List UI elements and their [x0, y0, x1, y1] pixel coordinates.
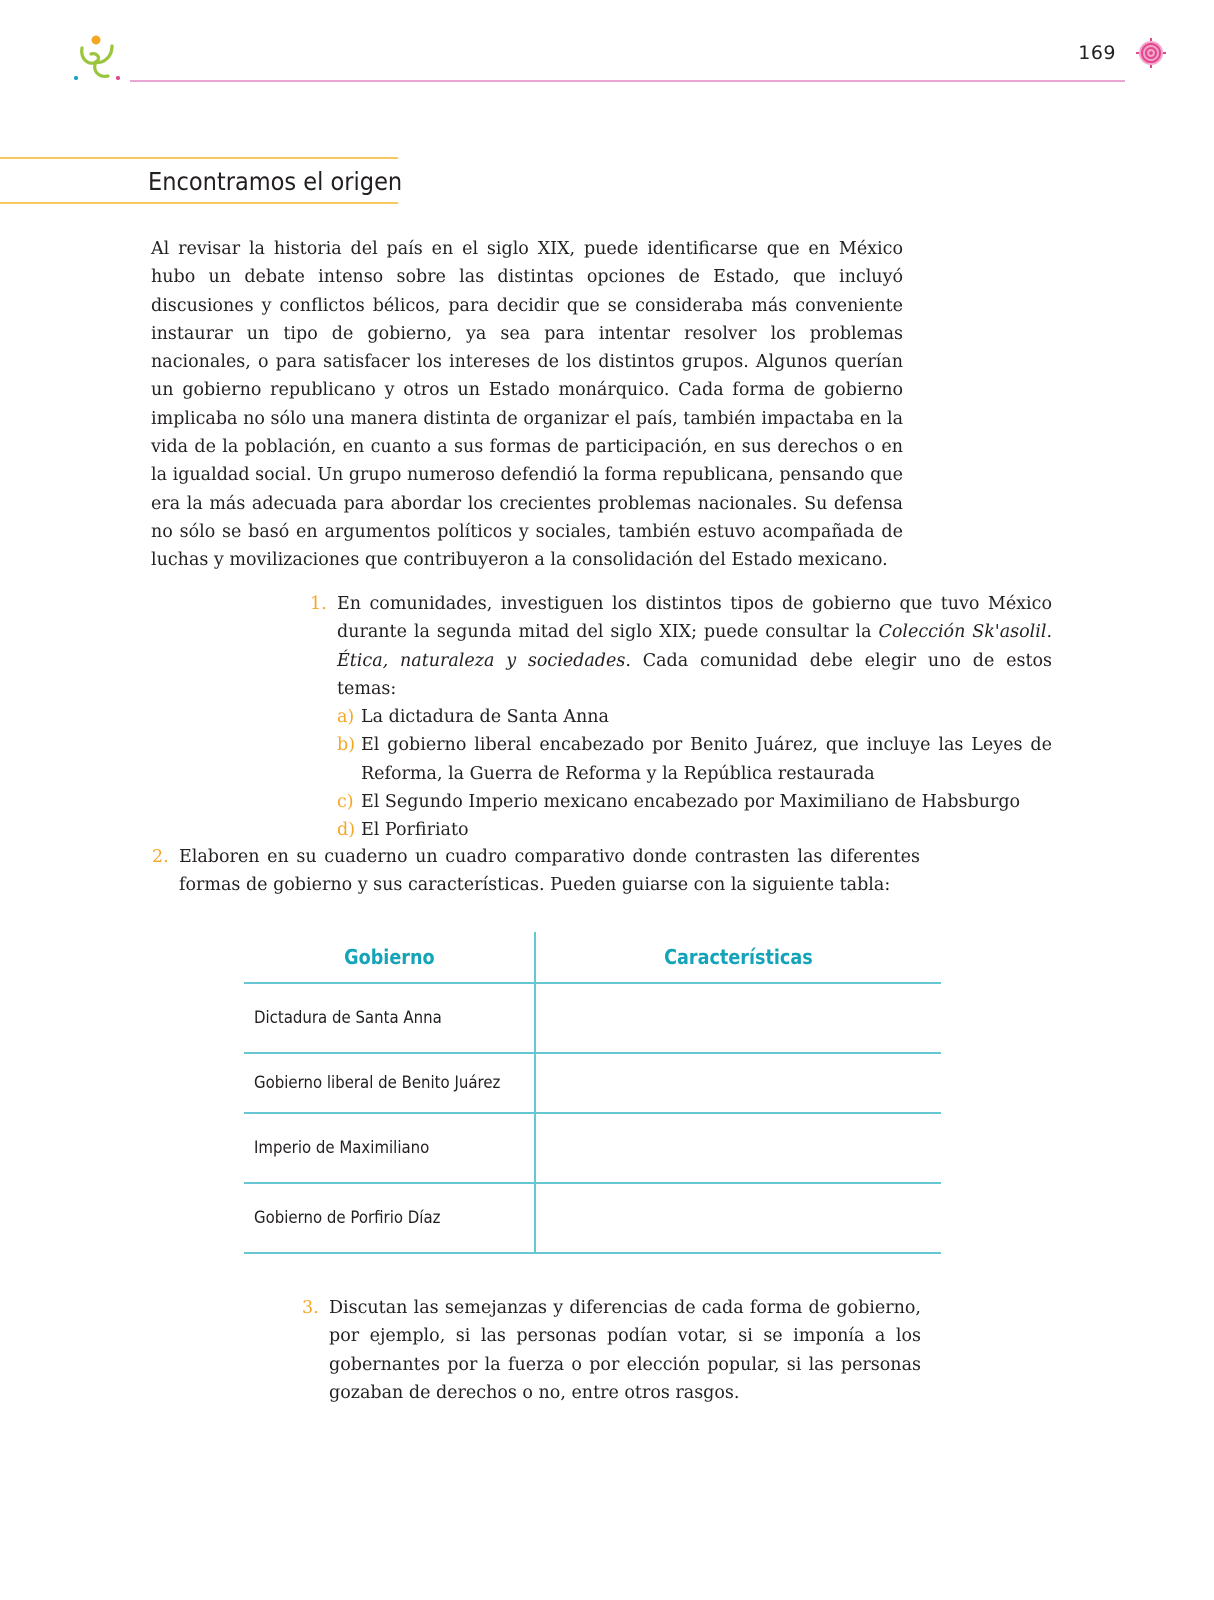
option-letter: b) — [337, 735, 356, 756]
activity-2 — [152, 843, 920, 900]
collection-title: Colección Sk'asolil. Ética, naturaleza y sociedades — [337, 622, 1053, 671]
activity-1-number: 1. — [310, 594, 327, 614]
option-a — [337, 703, 1052, 731]
activity-1-text — [337, 590, 1052, 703]
table-row — [244, 1053, 941, 1113]
cell-gobierno: Gobierno de Porfirio Díaz — [244, 1183, 535, 1253]
heading-bottom-rule — [0, 202, 398, 204]
option-text: El gobierno liberal encabezado por Benito Juárez, que incluye las Leyes de Reforma, la Guerra de Reforma y la República restaurada — [361, 735, 1052, 784]
activity-3-text: Discutan las semejanzas y diferencias de cada forma de gobierno, por ejemplo, si las personas podían votar, si se imponía a los gobernantes por la fuerza o por elección popular, si las personas gozaban de derechos o no, entre otros rasgos. — [329, 1298, 921, 1403]
activity-1 — [310, 590, 1053, 845]
cell-caracteristicas — [535, 1183, 941, 1253]
option-letter: a) — [337, 707, 355, 728]
option-text: El Porfiriato — [361, 820, 469, 841]
header-gobierno: Gobierno — [244, 932, 535, 983]
table-header-row — [244, 932, 941, 983]
book-logo-icon — [72, 34, 124, 84]
activity-1-text-before: En comunidades, investiguen los distintos tipos de gobierno que tuvo México durante la segunda mitad del siglo XIX; puede consultar la — [337, 594, 1052, 643]
option-c — [337, 788, 1052, 816]
activity-2-number: 2. — [152, 847, 169, 867]
table-row — [244, 1183, 941, 1253]
activity-3 — [302, 1294, 921, 1407]
cell-gobierno: Gobierno liberal de Benito Juárez — [244, 1053, 535, 1113]
comparison-table — [244, 932, 941, 1254]
section-heading: Encontramos el origen — [148, 167, 403, 196]
heading-top-rule — [0, 157, 398, 159]
flower-ornament-icon — [1136, 38, 1166, 68]
cell-gobierno: Imperio de Maximiliano — [244, 1113, 535, 1183]
table-row — [244, 1113, 941, 1183]
option-letter: d) — [337, 820, 356, 841]
cell-caracteristicas — [535, 1053, 941, 1113]
activity-1-text-after: . Cada comunidad debe elegir uno de estos temas: — [337, 650, 1053, 699]
header-rule — [130, 80, 1125, 82]
table-row — [244, 983, 941, 1053]
option-d — [337, 816, 1052, 844]
cell-caracteristicas — [535, 1113, 941, 1183]
cell-gobierno: Dictadura de Santa Anna — [244, 983, 535, 1053]
header-caracteristicas: Características — [535, 932, 941, 983]
cell-caracteristicas — [535, 983, 941, 1053]
intro-paragraph: Al revisar la historia del país en el siglo XIX, puede identificarse que en México hubo un debate intenso sobre las distintas opciones de Estado, que incluyó discusiones y conflictos bélicos, para decidir que se consideraba más conveniente instaurar un tipo de gobierno, ya sea para intentar resolver los problemas nacionales, o para satisfacer los intereses de los distintos grupos. Algunos querían un gobierno republicano y otros un Estado monárquico. Cada forma de gobierno implicaba no sólo una manera distinta de organizar el país, también impactaba en la vida de la población, en cuanto a sus formas de participación, en sus derechos o en la igualdad social. Un grupo numeroso defendió la forma republicana, pensando que era la más adecuada para abordar los crecientes problemas nacionales. Su defensa no sólo se basó en argumentos políticos y sociales, también estuvo acompañada de luchas y movilizaciones que contribuyeron a la consolidación del Estado mexicano. — [151, 239, 903, 571]
option-text: El Segundo Imperio mexicano encabezado por Maximiliano de Habsburgo — [361, 792, 1021, 813]
activity-2-text: Elaboren en su cuaderno un cuadro comparativo donde contrasten las diferentes formas de gobierno y sus características. Pueden guiarse con la siguiente tabla: — [179, 847, 920, 896]
activity-3-number: 3. — [302, 1298, 319, 1318]
option-letter: c) — [337, 792, 354, 813]
option-text: La dictadura de Santa Anna — [361, 707, 609, 728]
page-number: 169 — [1078, 42, 1116, 64]
option-b — [337, 731, 1052, 788]
